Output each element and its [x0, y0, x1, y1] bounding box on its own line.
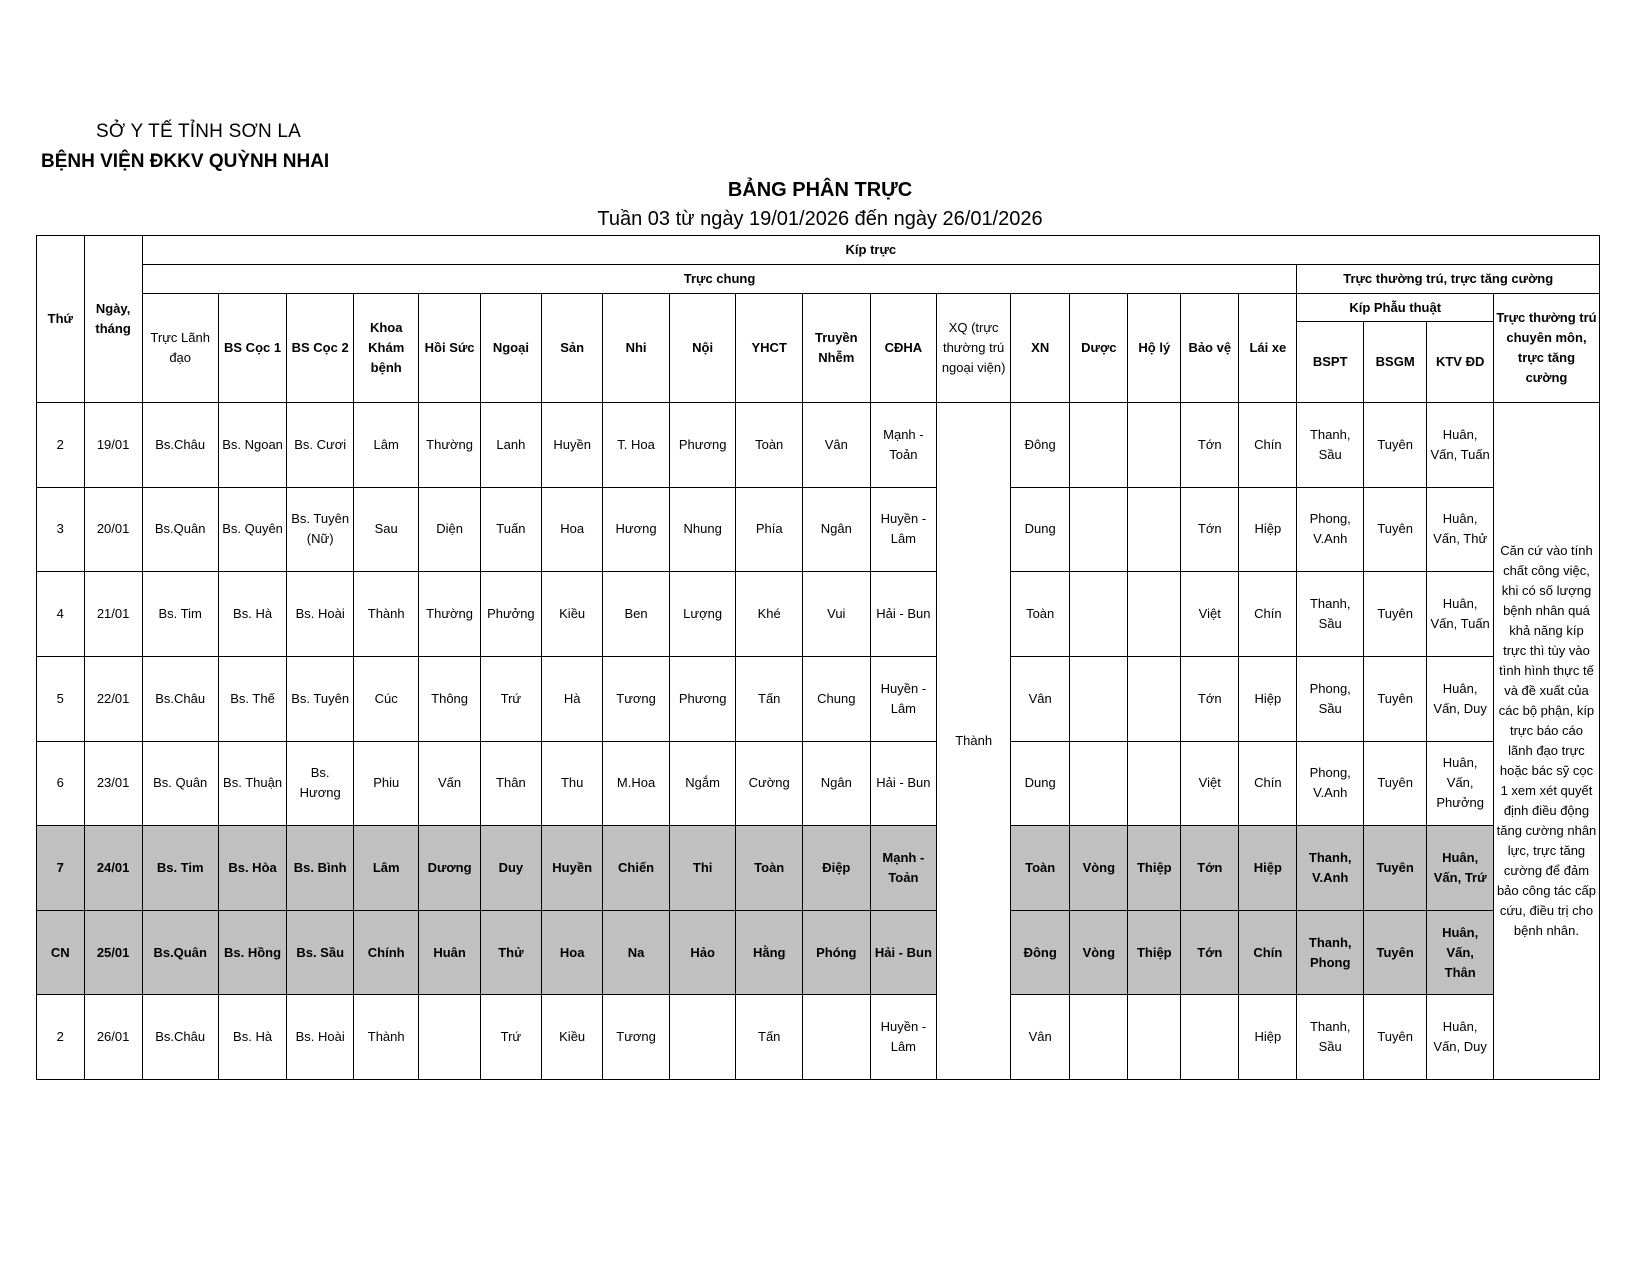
cell-coc2: Bs. Cươi	[287, 403, 354, 488]
cell-hoi-suc: Vấn	[419, 741, 480, 826]
cell-hoi-suc: Huân	[419, 910, 480, 995]
cell-truyen-nhiem	[802, 995, 870, 1080]
cell-duoc	[1070, 656, 1128, 741]
cell-ktv: Huân, Vấn, Tuấn	[1427, 403, 1494, 488]
cell-ho-ly	[1128, 995, 1181, 1080]
cell-ho-ly	[1128, 572, 1181, 657]
cell-bspt: Thanh, Phong	[1297, 910, 1364, 995]
cell-truyen-nhiem: Chung	[802, 656, 870, 741]
cell-thu: 2	[37, 995, 85, 1080]
header-ngay: Ngày, tháng	[84, 236, 142, 403]
header-kip-truc: Kíp trực	[142, 236, 1599, 265]
cell-xn: Vân	[1011, 656, 1070, 741]
cell-truyen-nhiem: Điệp	[802, 826, 870, 911]
header-bspt: BSPT	[1297, 322, 1364, 403]
cell-ktv: Huân, Vấn, Trứ	[1427, 826, 1494, 911]
cell-hoi-suc: Thông	[419, 656, 480, 741]
schedule-body	[37, 403, 1600, 1080]
cell-bsgm: Tuyên	[1363, 910, 1426, 995]
header-duoc: Dược	[1070, 294, 1128, 403]
table-row	[37, 487, 1600, 572]
cell-san: Huyền	[542, 826, 603, 911]
cell-bao-ve: Tớn	[1181, 487, 1239, 572]
cell-nhi: Chiến	[603, 826, 670, 911]
cell-ngay: 21/01	[84, 572, 142, 657]
cell-nhi: Tương	[603, 656, 670, 741]
cell-kham-benh: Lâm	[353, 403, 419, 488]
header-san: Sản	[542, 294, 603, 403]
org-line-department: SỞ Y TẾ TỈNH SƠN LA	[96, 121, 301, 142]
cell-cdha: Huyền - Lâm	[870, 487, 937, 572]
cell-xn: Dung	[1011, 741, 1070, 826]
cell-duoc	[1070, 487, 1128, 572]
cell-bao-ve	[1181, 995, 1239, 1080]
header-xn: XN	[1011, 294, 1070, 403]
cell-noi: Phương	[669, 403, 736, 488]
table-row	[37, 403, 1600, 488]
cell-bsgm: Tuyên	[1363, 403, 1426, 488]
header-khoa-kham-benh: Khoa Khám bệnh	[353, 294, 419, 403]
header-bao-ve: Bảo vệ	[1181, 294, 1239, 403]
cell-bsgm: Tuyên	[1363, 826, 1426, 911]
cell-san: Hoa	[542, 910, 603, 995]
cell-duoc	[1070, 741, 1128, 826]
duty-schedule-table	[36, 235, 1600, 1080]
cell-yhct: Cường	[736, 741, 803, 826]
cell-cdha: Mạnh - Toản	[870, 826, 937, 911]
cell-coc1: Bs. Thế	[218, 656, 287, 741]
cell-coc2: Bs. Hoài	[287, 995, 354, 1080]
cell-yhct: Tấn	[736, 995, 803, 1080]
header-bs-coc-2: BS Cọc 2	[287, 294, 354, 403]
cell-yhct: Toàn	[736, 403, 803, 488]
cell-cdha: Mạnh - Toản	[870, 403, 937, 488]
cell-ho-ly	[1128, 403, 1181, 488]
cell-hoi-suc: Dương	[419, 826, 480, 911]
cell-yhct: Hằng	[736, 910, 803, 995]
reinforcement-note-cell: Căn cứ vào tính chất công việc, khi có số lượng bệnh nhân quá khả năng kíp trực thì tùy vào tình hình thực tế và đề xuất của các bộ phận, kíp trực báo cáo lãnh đạo trực hoặc bác sỹ cọc 1 xem xét quyết định điều động tăng cường nhân lực, trực tăng cường để đảm bảo công tác cấp cứu, điều trị cho bệnh nhân.	[1493, 403, 1599, 1080]
header-nhi: Nhi	[603, 294, 670, 403]
header-truc-lanh-dao: Trực Lãnh đạo	[142, 294, 218, 403]
cell-coc1: Bs. Thuận	[218, 741, 287, 826]
cell-yhct: Phía	[736, 487, 803, 572]
cell-ngoai: Tuấn	[480, 487, 541, 572]
cell-truyen-nhiem: Vui	[802, 572, 870, 657]
cell-cdha: Hải - Bun	[870, 572, 937, 657]
cell-san: Huyền	[542, 403, 603, 488]
cell-kham-benh: Sau	[353, 487, 419, 572]
cell-duoc	[1070, 572, 1128, 657]
cell-ktv: Huân, Vấn, Tuấn	[1427, 572, 1494, 657]
cell-ngay: 23/01	[84, 741, 142, 826]
cell-hoi-suc: Thường	[419, 572, 480, 657]
cell-lai-xe: Chín	[1239, 572, 1297, 657]
cell-kham-benh: Chính	[353, 910, 419, 995]
cell-thu: 6	[37, 741, 85, 826]
cell-cdha: Hải - Bun	[870, 741, 937, 826]
cell-san: Kiều	[542, 995, 603, 1080]
header-hoi-suc: Hồi Sức	[419, 294, 480, 403]
document-subtitle: Tuần 03 từ ngày 19/01/2026 đến ngày 26/01/2026	[597, 208, 1043, 230]
cell-san: Hoa	[542, 487, 603, 572]
cell-kham-benh: Thành	[353, 995, 419, 1080]
cell-ngay: 26/01	[84, 995, 142, 1080]
document-title: BẢNG PHÂN TRỰC	[727, 179, 913, 201]
cell-san: Thu	[542, 741, 603, 826]
cell-coc1: Bs. Ngoan	[218, 403, 287, 488]
cell-bspt: Phong, Sầu	[1297, 656, 1364, 741]
cell-nhi: M.Hoa	[603, 741, 670, 826]
cell-bspt: Thanh, Sầu	[1297, 995, 1364, 1080]
cell-noi: Ngắm	[669, 741, 736, 826]
cell-lanh-dao: Bs.Châu	[142, 403, 218, 488]
cell-lanh-dao: Bs.Châu	[142, 995, 218, 1080]
cell-ho-ly	[1128, 656, 1181, 741]
cell-ngoai: Duy	[480, 826, 541, 911]
cell-duoc: Vòng	[1070, 826, 1128, 911]
cell-ngoai: Thân	[480, 741, 541, 826]
cell-thu: 5	[37, 656, 85, 741]
cell-nhi: Hương	[603, 487, 670, 572]
cell-bao-ve: Việt	[1181, 741, 1239, 826]
cell-ktv: Huân, Vấn, Phưởng	[1427, 741, 1494, 826]
cell-lai-xe: Hiệp	[1239, 487, 1297, 572]
cell-ktv: Huân, Vấn, Thử	[1427, 487, 1494, 572]
table-row	[37, 572, 1600, 657]
cell-cdha: Huyền - Lâm	[870, 995, 937, 1080]
cell-kham-benh: Lâm	[353, 826, 419, 911]
cell-cdha: Hải - Bun	[870, 910, 937, 995]
cell-lai-xe: Hiệp	[1239, 995, 1297, 1080]
cell-hoi-suc: Thường	[419, 403, 480, 488]
cell-duoc: Vòng	[1070, 910, 1128, 995]
header-cdha: CĐHA	[870, 294, 937, 403]
cell-lai-xe: Chín	[1239, 403, 1297, 488]
cell-xn: Toàn	[1011, 572, 1070, 657]
cell-coc2: Bs. Tuyên	[287, 656, 354, 741]
cell-duoc	[1070, 995, 1128, 1080]
header-ngoai: Ngoại	[480, 294, 541, 403]
cell-bao-ve: Tớn	[1181, 403, 1239, 488]
cell-bsgm: Tuyên	[1363, 487, 1426, 572]
cell-san: Kiều	[542, 572, 603, 657]
cell-coc2: Bs. Bình	[287, 826, 354, 911]
cell-ngay: 24/01	[84, 826, 142, 911]
cell-ho-ly	[1128, 487, 1181, 572]
header-ho-ly: Hộ lý	[1128, 294, 1181, 403]
cell-nhi: Ben	[603, 572, 670, 657]
cell-thu: 4	[37, 572, 85, 657]
cell-bspt: Thanh, Sầu	[1297, 403, 1364, 488]
cell-lanh-dao: Bs. Tim	[142, 572, 218, 657]
cell-ngay: 25/01	[84, 910, 142, 995]
cell-bsgm: Tuyên	[1363, 572, 1426, 657]
cell-ktv: Huân, Vấn, Thân	[1427, 910, 1494, 995]
table-row	[37, 910, 1600, 995]
header-truc-thuong-tru: Trực thường trú, trực tăng cường	[1297, 265, 1600, 294]
cell-bao-ve: Tớn	[1181, 910, 1239, 995]
cell-coc2: Bs. Hoài	[287, 572, 354, 657]
header-truc-chung: Trực chung	[142, 265, 1297, 294]
cell-noi: Hảo	[669, 910, 736, 995]
cell-ho-ly: Thiệp	[1128, 910, 1181, 995]
cell-lai-xe: Chín	[1239, 910, 1297, 995]
cell-ngoai: Trứ	[480, 995, 541, 1080]
cell-lanh-dao: Bs.Quân	[142, 910, 218, 995]
cell-nhi: Tương	[603, 995, 670, 1080]
cell-noi	[669, 995, 736, 1080]
header-ktv-dd: KTV ĐD	[1427, 322, 1494, 403]
cell-lanh-dao: Bs. Quân	[142, 741, 218, 826]
cell-kham-benh: Phiu	[353, 741, 419, 826]
cell-xn: Vân	[1011, 995, 1070, 1080]
cell-xn: Đông	[1011, 403, 1070, 488]
cell-ngoai: Trứ	[480, 656, 541, 741]
org-line-hospital: BỆNH VIỆN ĐKKV QUỲNH NHAI	[41, 151, 330, 172]
cell-lanh-dao: Bs.Quân	[142, 487, 218, 572]
cell-ngay: 19/01	[84, 403, 142, 488]
cell-xn: Đông	[1011, 910, 1070, 995]
cell-san: Hà	[542, 656, 603, 741]
table-row	[37, 656, 1600, 741]
cell-truyen-nhiem: Ngân	[802, 741, 870, 826]
header-kip-phau-thuat: Kíp Phẫu thuật	[1297, 294, 1494, 322]
table-row	[37, 741, 1600, 826]
cell-lai-xe: Hiệp	[1239, 826, 1297, 911]
cell-bspt: Phong, V.Anh	[1297, 741, 1364, 826]
cell-coc1: Bs. Hòa	[218, 826, 287, 911]
cell-bsgm: Tuyên	[1363, 741, 1426, 826]
cell-lanh-dao: Bs. Tim	[142, 826, 218, 911]
cell-bsgm: Tuyên	[1363, 656, 1426, 741]
cell-lai-xe: Hiệp	[1239, 656, 1297, 741]
cell-xn: Toàn	[1011, 826, 1070, 911]
cell-lai-xe: Chín	[1239, 741, 1297, 826]
cell-thu: 2	[37, 403, 85, 488]
cell-noi: Thi	[669, 826, 736, 911]
cell-bspt: Phong, V.Anh	[1297, 487, 1364, 572]
table-row	[37, 995, 1600, 1080]
cell-noi: Nhung	[669, 487, 736, 572]
cell-ngoai: Lanh	[480, 403, 541, 488]
cell-ho-ly	[1128, 741, 1181, 826]
cell-ngoai: Thử	[480, 910, 541, 995]
cell-lanh-dao: Bs.Châu	[142, 656, 218, 741]
cell-thu: CN	[37, 910, 85, 995]
cell-truyen-nhiem: Vân	[802, 403, 870, 488]
cell-kham-benh: Thành	[353, 572, 419, 657]
table-row	[37, 826, 1600, 911]
cell-thu: 7	[37, 826, 85, 911]
xq-cell: Thành	[937, 403, 1011, 1080]
cell-coc1: Bs. Hà	[218, 572, 287, 657]
cell-cdha: Huyền - Lâm	[870, 656, 937, 741]
header-truyen-nhiem: Truyền Nhễm	[802, 294, 870, 403]
header-bs-coc-1: BS Cọc 1	[218, 294, 287, 403]
cell-coc1: Bs. Quyên	[218, 487, 287, 572]
cell-noi: Phương	[669, 656, 736, 741]
header-bsgm: BSGM	[1363, 322, 1426, 403]
cell-yhct: Khé	[736, 572, 803, 657]
cell-duoc	[1070, 403, 1128, 488]
cell-hoi-suc	[419, 995, 480, 1080]
cell-ho-ly: Thiệp	[1128, 826, 1181, 911]
cell-nhi: Na	[603, 910, 670, 995]
header-xq: XQ (trực thường trú ngoại viện)	[937, 294, 1011, 403]
cell-ngay: 20/01	[84, 487, 142, 572]
cell-ktv: Huân, Vấn, Duy	[1427, 995, 1494, 1080]
cell-yhct: Toàn	[736, 826, 803, 911]
cell-bsgm: Tuyên	[1363, 995, 1426, 1080]
cell-bao-ve: Việt	[1181, 572, 1239, 657]
cell-truyen-nhiem: Ngân	[802, 487, 870, 572]
cell-coc2: Bs. Hương	[287, 741, 354, 826]
cell-noi: Lượng	[669, 572, 736, 657]
header-lai-xe: Lái xe	[1239, 294, 1297, 403]
cell-hoi-suc: Diện	[419, 487, 480, 572]
cell-thu: 3	[37, 487, 85, 572]
cell-bao-ve: Tớn	[1181, 656, 1239, 741]
cell-truyen-nhiem: Phóng	[802, 910, 870, 995]
cell-bspt: Thanh, V.Anh	[1297, 826, 1364, 911]
cell-ngay: 22/01	[84, 656, 142, 741]
header-truc-chuyen-mon: Trực thường trú chuyên môn, trực tăng cường	[1493, 294, 1599, 403]
cell-coc2: Bs. Sầu	[287, 910, 354, 995]
cell-xn: Dung	[1011, 487, 1070, 572]
cell-kham-benh: Cúc	[353, 656, 419, 741]
cell-ngoai: Phưởng	[480, 572, 541, 657]
cell-nhi: T. Hoa	[603, 403, 670, 488]
cell-coc1: Bs. Hồng	[218, 910, 287, 995]
header-noi: Nội	[669, 294, 736, 403]
cell-bao-ve: Tớn	[1181, 826, 1239, 911]
header-yhct: YHCT	[736, 294, 803, 403]
cell-coc1: Bs. Hà	[218, 995, 287, 1080]
cell-coc2: Bs. Tuyên (Nữ)	[287, 487, 354, 572]
cell-ktv: Huân, Vấn, Duy	[1427, 656, 1494, 741]
header-thu: Thứ	[37, 236, 85, 403]
cell-yhct: Tấn	[736, 656, 803, 741]
cell-bspt: Thanh, Sầu	[1297, 572, 1364, 657]
